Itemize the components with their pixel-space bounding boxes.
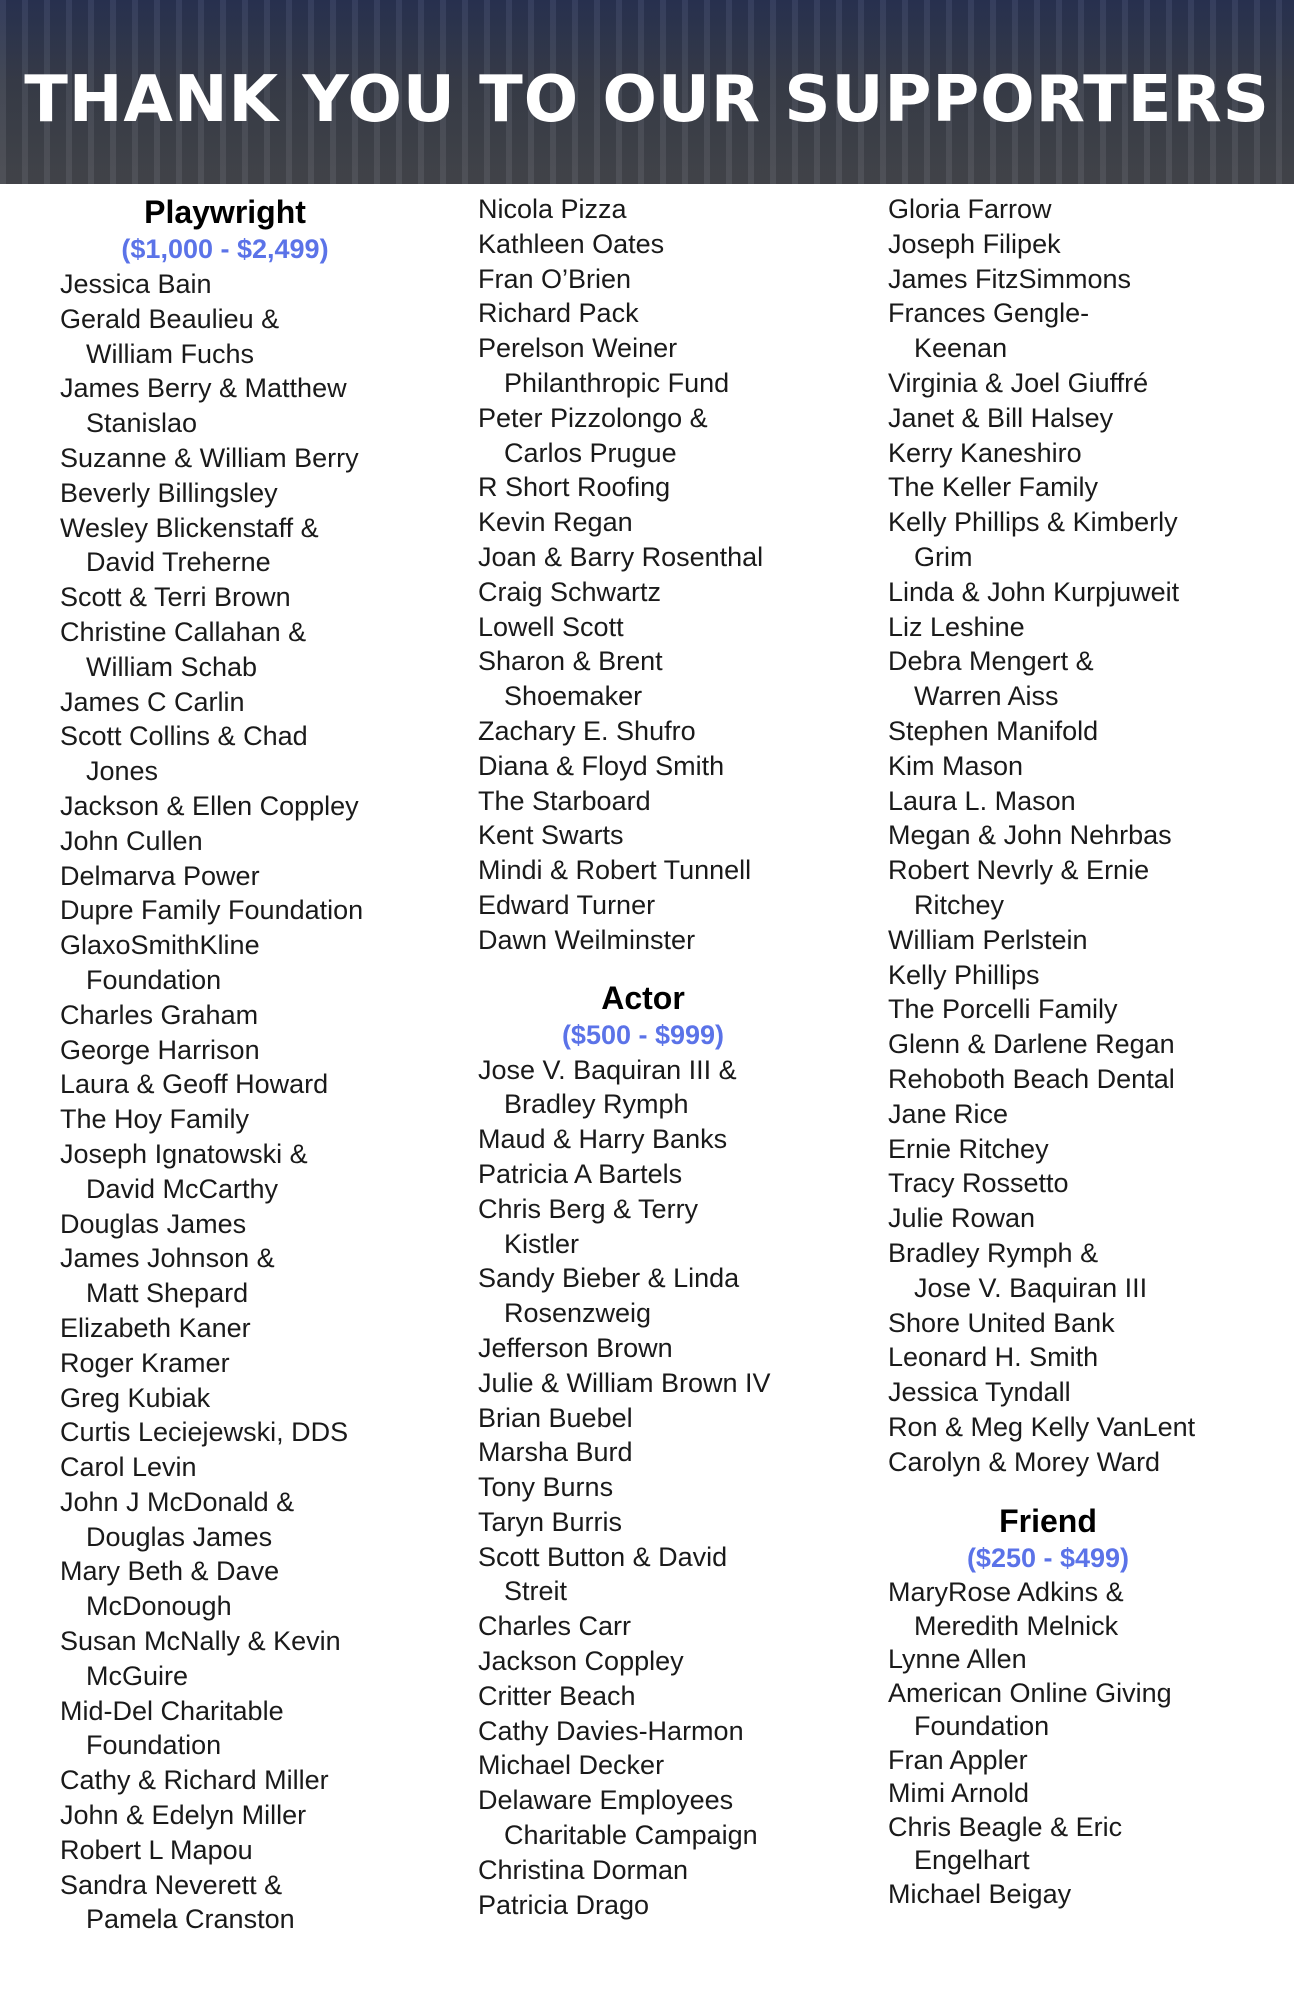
page-title: THANK YOU TO OUR SUPPORTERS [24,63,1270,137]
supporter-name: Sharon & Brent [478,646,663,677]
supporter-name: R Short Roofing [478,472,671,503]
actor-section [478,978,878,1923]
supporter-name-continued: Charitable Campaign [504,1820,758,1851]
supporter-name: Dawn Weilminster [478,924,696,955]
supporter-name: John Cullen [60,825,203,856]
supporter-name: Suzanne & William Berry [60,442,359,473]
supporter-name-continued: William Schab [86,651,258,682]
supporter-name: Jessica Tyndall [888,1377,1071,1408]
supporter-name: Cathy Davies-Harmon [478,1715,744,1746]
supporter-name-continued: Douglas James [86,1521,273,1552]
supporter-name-continued: David Treherne [86,547,271,578]
supporter-name: Taryn Burris [478,1506,623,1537]
supporter-name: Cathy & Richard Miller [60,1765,329,1796]
supporter-name: Delaware Employees [478,1785,734,1816]
supporter-name: Patricia A Bartels [478,1158,683,1189]
supporter-name-continued: Matt Shepard [86,1278,249,1309]
supporter-name: Kelly Phillips & Kimberly [888,507,1178,538]
actor-list [478,1053,878,1923]
supporter-name: Elizabeth Kaner [60,1312,251,1343]
supporter-name: Jose V. Baquiran III & [478,1054,737,1085]
supporter-name: Stephen Manifold [888,715,1099,746]
supporter-name: Carol Levin [60,1452,197,1483]
supporter-name: Zachary E. Shufro [478,715,696,746]
supporter-name: Jefferson Brown [478,1332,673,1363]
supporter-name-continued: Bradley Rymph [504,1089,689,1120]
supporter-name: Peter Pizzolongo & [478,402,708,433]
supporter-name: Kim Mason [888,750,1024,781]
supporter-name: Jessica Bain [60,269,212,299]
friend-range: ($250 - $499) [966,1543,1130,1574]
supporter-name: Mary Beth & Dave [60,1556,280,1587]
supporter-name: Leonard H. Smith [888,1342,1099,1373]
supporter-name-continued: McGuire [86,1660,189,1691]
supporter-name-continued: Foundation [914,1711,1050,1742]
supporter-name: Patricia Drago [478,1889,650,1920]
supporter-name-continued: Warren Aiss [914,681,1059,712]
playwright-list [60,267,450,1937]
supporter-name: The Hoy Family [60,1104,250,1135]
supporter-name-continued: Shoemaker [504,681,643,712]
supporter-name: James C Carlin [60,686,245,717]
supporter-name-continued: Jones [86,756,159,787]
supporter-name-continued: Philanthropic Fund [504,367,730,398]
supporter-name: Michael Beigay [888,1878,1072,1909]
supporter-name: Fran O’Brien [478,263,632,294]
supporter-name: Kent Swarts [478,820,624,851]
supporter-name: The Starboard [478,785,651,816]
supporter-name: Linda & John Kurpjuweit [888,576,1180,607]
supporter-name: Laura L. Mason [888,785,1076,816]
supporter-name: Bradley Rymph & [888,1237,1099,1268]
supporter-name: Fran Appler [888,1744,1028,1775]
supporter-name: Tracy Rossetto [888,1168,1069,1199]
supporter-name: Greg Kubiak [60,1382,211,1413]
supporter-name-continued: Carlos Prugue [504,437,677,468]
supporter-name-continued: Foundation [86,1730,222,1761]
supporter-name: James FitzSimmons [888,263,1132,294]
supporter-name: Joan & Barry Rosenthal [478,541,764,572]
supporter-name: Charles Graham [60,999,259,1030]
supporter-name: Gerald Beaulieu & [60,303,280,334]
playwright-heading: Playwright [144,194,306,230]
supporter-name: Robert Nevrly & Ernie [888,855,1150,886]
supporter-name: Sandy Bieber & Linda [478,1263,740,1294]
supporter-name: Ron & Meg Kelly VanLent [888,1411,1196,1442]
supporter-name: Jackson Coppley [478,1646,684,1677]
column-1 [60,192,450,1937]
supporter-name: Christina Dorman [478,1854,689,1885]
supporter-name: Brian Buebel [478,1402,633,1433]
supporter-name: Delmarva Power [60,860,260,891]
actor-range: ($500 - $999) [561,1019,725,1050]
supporter-name: Chris Berg & Terry [478,1193,699,1224]
supporter-name: Robert L Mapou [60,1834,253,1865]
supporter-name: Charles Carr [478,1611,632,1642]
header-banner [0,0,1294,184]
supporter-name: Lowell Scott [478,611,624,642]
supporter-name: Kathleen Oates [478,228,665,259]
supporter-name: Chris Beagle & Eric [888,1811,1123,1842]
supporter-name: Julie Rowan [888,1203,1036,1234]
supporter-name: Liz Leshine [888,611,1025,642]
supporter-name: Dupre Family Foundation [60,895,364,926]
supporter-name: Diana & Floyd Smith [478,750,725,781]
supporter-name-continued: McDonough [86,1591,232,1622]
supporter-name: Tony Burns [478,1472,614,1503]
supporter-name: Scott Button & David [478,1541,728,1572]
supporter-name: Laura & Geoff Howard [60,1069,329,1100]
supporter-name-continued: David McCarthy [86,1173,279,1204]
supporter-name: Michael Decker [478,1750,665,1781]
supporter-name-continued: Pamela Cranston [86,1904,295,1935]
actor-heading: Actor [601,979,685,1016]
supporter-name: Carolyn & Morey Ward [888,1446,1161,1477]
supporter-name: The Keller Family [888,472,1099,503]
supporter-name-continued: Stanislao [86,408,198,439]
supporter-name-continued: Meredith Melnick [914,1610,1119,1641]
supporter-name: Nicola Pizza [478,194,627,224]
supporter-name: Megan & John Nehrbas [888,820,1172,851]
supporter-name: John & Edelyn Miller [60,1800,307,1831]
supporter-name: John J McDonald & [60,1486,295,1517]
supporter-name: Shore United Bank [888,1307,1115,1338]
supporter-name: Craig Schwartz [478,576,662,607]
supporter-name-continued: Ritchey [914,889,1005,920]
supporter-name-continued: Kistler [504,1228,580,1259]
supporter-name: Jane Rice [888,1098,1009,1129]
friend-section [888,1501,1288,1911]
supporter-name: Christine Callahan & [60,616,307,647]
supporter-name-continued: Keenan [914,333,1008,364]
supporter-name: Edward Turner [478,889,656,920]
supporter-name: Joseph Ignatowski & [60,1138,308,1169]
supporter-name: Wesley Blickenstaff & [60,512,319,543]
supporter-name: Kelly Phillips [888,959,1040,990]
supporter-name: Janet & Bill Halsey [888,402,1114,433]
supporter-name: MaryRose Adkins & [888,1577,1124,1608]
supporter-name: Scott & Terri Brown [60,582,291,613]
supporter-name: Lynne Allen [888,1644,1027,1675]
supporter-name: Richard Pack [478,298,639,329]
playwright-range: ($1,000 - $2,499) [121,234,329,264]
supporter-name: Douglas James [60,1208,247,1239]
supporter-name: Scott Collins & Chad [60,721,308,752]
supporter-name: Beverly Billingsley [60,477,278,508]
supporter-name: William Perlstein [888,924,1088,955]
supporter-name: The Porcelli Family [888,994,1118,1025]
supporter-name-continued: Engelhart [914,1845,1030,1876]
column-2 [478,192,878,1922]
supporter-name-continued: Foundation [86,964,222,995]
friend-heading: Friend [999,1503,1097,1540]
supporter-name: Glenn & Darlene Regan [888,1029,1175,1060]
supporter-name: Julie & William Brown IV [478,1367,771,1398]
supporter-name: George Harrison [60,1034,260,1065]
supporter-name-continued: Streit [504,1576,568,1607]
supporter-name: American Online Giving [888,1677,1172,1708]
supporter-name: Jackson & Ellen Coppley [60,790,359,821]
supporter-name: Maud & Harry Banks [478,1124,728,1155]
supporter-name: Marsha Burd [478,1437,633,1468]
supporter-name: James Johnson & [60,1243,275,1274]
playwright-list-continued [478,192,878,958]
supporter-name: GlaxoSmithKline [60,930,260,961]
supporter-name: Mindi & Robert Tunnell [478,855,752,886]
supporter-name: Sandra Neverett & [60,1869,283,1900]
supporter-name: Roger Kramer [60,1347,230,1378]
supporter-name-continued: Jose V. Baquiran III [914,1272,1148,1303]
supporter-name-continued: William Fuchs [86,338,255,369]
supporter-name: Critter Beach [478,1680,636,1711]
column-3 [888,192,1288,1911]
supporter-name: Virginia & Joel Giuffré [888,367,1149,398]
supporter-name: Susan McNally & Kevin [60,1626,341,1657]
supporter-name: Kerry Kaneshiro [888,437,1082,468]
friend-list [888,1576,1288,1911]
supporter-name: Mid-Del Charitable [60,1695,284,1726]
supporter-name: Ernie Ritchey [888,1133,1049,1164]
supporter-name-continued: Rosenzweig [504,1298,652,1329]
actor-list-continued [888,192,1288,1479]
supporter-name: James Berry & Matthew [60,373,347,404]
supporter-name-continued: Grim [914,541,973,572]
supporter-name: Rehoboth Beach Dental [888,1063,1175,1094]
supporter-name: Kevin Regan [478,507,633,538]
supporter-name: Curtis Leciejewski, DDS [60,1417,349,1448]
supporter-name: Gloria Farrow [888,194,1052,224]
supporter-name: Frances Gengle- [888,298,1090,329]
supporter-name: Mimi Arnold [888,1778,1030,1809]
supporter-name: Perelson Weiner [478,333,678,364]
supporter-name: Debra Mengert & [888,646,1094,677]
supporter-name: Joseph Filipek [888,228,1061,259]
